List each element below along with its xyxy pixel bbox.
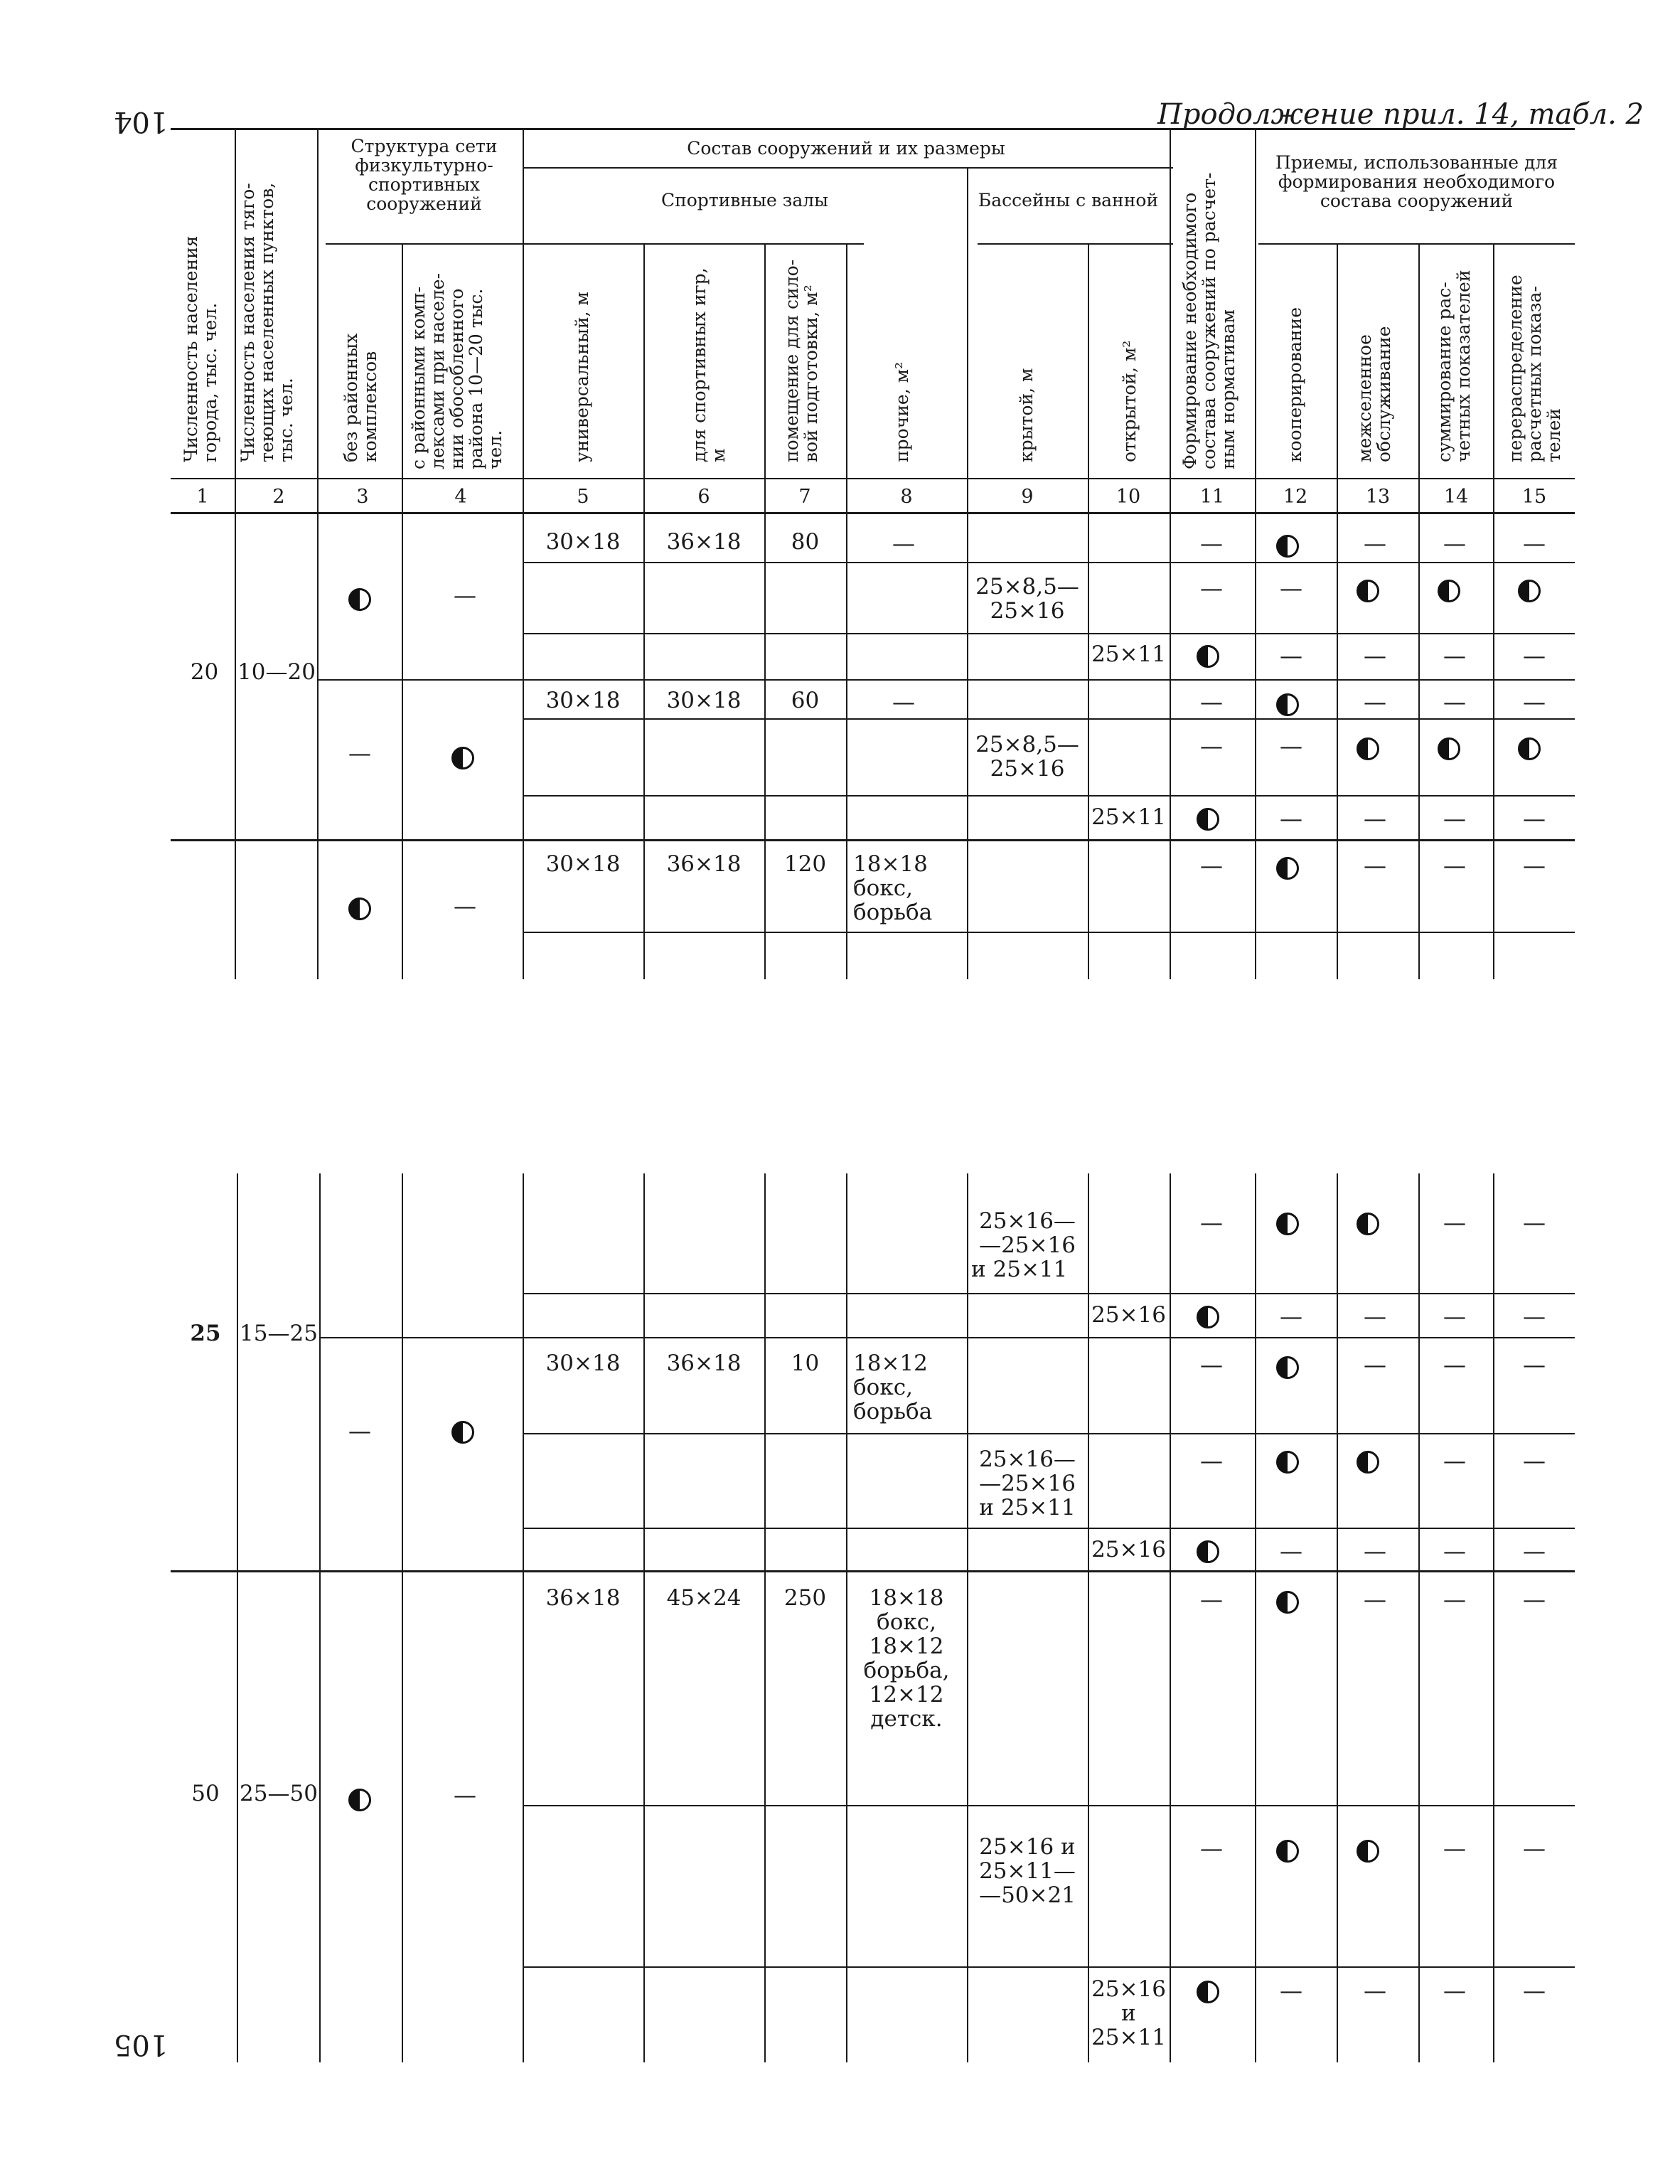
header-col10: открытой, м² xyxy=(1119,340,1140,462)
header-col7-line1: помещение для сило- xyxy=(781,259,802,462)
header-group-halls: Спортивные залы xyxy=(660,190,829,211)
half-circle-icon xyxy=(1276,1840,1299,1863)
pool-open: 25×16 и 25×11 xyxy=(1091,1976,1166,2050)
dash-mark: — xyxy=(1523,1209,1546,1236)
pool-open: 25×11 xyxy=(1091,641,1166,667)
header-col2-line1: Численность населения тяго- xyxy=(237,183,258,462)
pool-open: 25×16 xyxy=(1091,1302,1166,1328)
dash-mark: — xyxy=(1280,1977,1302,2004)
dash-mark: — xyxy=(1443,1977,1466,2004)
header-col8: прочие, м² xyxy=(892,361,912,462)
dash-mark: — xyxy=(1200,575,1223,602)
population-value: 50 xyxy=(191,1781,220,1806)
dash-mark: — xyxy=(348,740,371,767)
dash-mark: — xyxy=(1200,1586,1223,1613)
dash-mark: — xyxy=(1443,1303,1466,1330)
dash-mark: — xyxy=(1200,688,1223,715)
half-circle-icon xyxy=(1357,1840,1379,1863)
half-circle-icon xyxy=(348,588,371,611)
half-circle-icon xyxy=(1276,857,1299,880)
other-rooms: 18×18 бокс, 18×12 борьба, 12×12 детск. xyxy=(863,1585,950,1732)
dash-mark: — xyxy=(1443,1209,1466,1236)
gym-area: 80 xyxy=(791,529,820,555)
header-col14-line1: суммирование рас- xyxy=(1434,282,1455,462)
half-circle-icon xyxy=(1357,1213,1379,1235)
dash-mark: — xyxy=(1523,1538,1546,1565)
pool-open: 25×11 xyxy=(1091,804,1166,830)
header-col1-line2: города, тыс. чел. xyxy=(200,302,220,462)
hall-universal: 30×18 xyxy=(545,1351,621,1376)
dash-mark: — xyxy=(1523,642,1546,669)
header-col4-line2: лексами при населе- xyxy=(427,272,448,469)
dash-mark: — xyxy=(348,1417,371,1444)
half-circle-icon xyxy=(348,1789,371,1811)
col-number: 2 xyxy=(272,486,285,508)
hall-universal: 30×18 xyxy=(545,529,621,555)
col-number: 12 xyxy=(1283,486,1308,508)
half-circle-icon xyxy=(1197,1981,1219,2003)
header-col15-line2: расчетных показа- xyxy=(1524,286,1545,462)
half-circle-icon xyxy=(1197,808,1219,831)
col-number: 11 xyxy=(1199,486,1225,508)
dash-mark: — xyxy=(1364,1538,1386,1565)
dash-mark: — xyxy=(1200,1447,1223,1474)
header-col3-line2: комплексов xyxy=(360,351,380,462)
gym-area: 60 xyxy=(791,688,820,713)
gravitating-value: 25—50 xyxy=(240,1781,318,1806)
half-circle-icon xyxy=(1518,737,1541,760)
dash-mark: — xyxy=(892,530,915,557)
dash-mark: — xyxy=(1523,805,1546,832)
page-number-top: 104 xyxy=(114,105,168,138)
dash-mark: — xyxy=(1523,1835,1546,1862)
dash-mark: — xyxy=(892,688,915,715)
half-circle-icon xyxy=(1197,1306,1219,1328)
hall-games: 36×18 xyxy=(666,1351,742,1376)
hall-universal: 36×18 xyxy=(545,1585,621,1611)
dash-mark: — xyxy=(1443,852,1466,879)
header-col15-line1: перераспределение xyxy=(1505,275,1526,462)
dash-mark: — xyxy=(1364,688,1386,715)
dash-mark: — xyxy=(1443,805,1466,832)
dash-mark: — xyxy=(1364,805,1386,832)
dash-mark: — xyxy=(1523,1977,1546,2004)
dash-mark: — xyxy=(1443,1447,1466,1474)
hall-games: 45×24 xyxy=(666,1585,742,1611)
pool-covered: 25×8,5— 25×16 xyxy=(975,574,1079,624)
half-circle-icon xyxy=(1438,737,1460,760)
dash-mark: — xyxy=(1200,1351,1223,1378)
col-number: 15 xyxy=(1521,486,1547,508)
dash-mark: — xyxy=(454,582,476,609)
dash-mark: — xyxy=(1523,1447,1546,1474)
header-col9: крытой, м xyxy=(1016,368,1037,462)
header-col4-line3: нии обособленного xyxy=(446,288,467,469)
dash-mark: — xyxy=(1443,530,1466,557)
half-circle-icon xyxy=(1357,580,1379,602)
dash-mark: — xyxy=(1523,1351,1546,1378)
dash-mark: — xyxy=(1364,852,1386,879)
col-number: 13 xyxy=(1365,486,1391,508)
dash-mark: — xyxy=(1523,530,1546,557)
half-circle-icon xyxy=(1276,535,1299,558)
half-circle-icon xyxy=(1518,580,1541,602)
col-number: 14 xyxy=(1443,486,1469,508)
header-col6-line1: для спортивных игр, xyxy=(689,267,710,462)
header-col5: универсальный, м xyxy=(572,292,592,462)
dash-mark: — xyxy=(1280,1303,1302,1330)
dash-mark: — xyxy=(1523,688,1546,715)
population-value: 20 xyxy=(190,659,219,685)
header-col11-line1: Формирование необходимого xyxy=(1179,192,1200,469)
dash-mark: — xyxy=(1443,688,1466,715)
hall-games: 30×18 xyxy=(666,688,742,713)
dash-mark: — xyxy=(1280,1538,1302,1565)
pool-covered: 25×16— —25×16 и 25×11 xyxy=(979,1447,1076,1520)
hall-universal: 30×18 xyxy=(545,688,621,713)
dash-mark: — xyxy=(454,1781,476,1809)
col-number: 5 xyxy=(577,486,589,508)
half-circle-icon xyxy=(1197,645,1219,668)
col-number: 6 xyxy=(697,486,710,508)
dash-mark: — xyxy=(1523,1303,1546,1330)
header-col3-line1: без районных xyxy=(341,333,361,462)
col-number: 3 xyxy=(356,486,369,508)
dash-mark: — xyxy=(1200,1835,1223,1862)
header-col4-line4: района 10—20 тыс. xyxy=(466,288,486,469)
half-circle-icon xyxy=(1357,1451,1379,1474)
col-number: 10 xyxy=(1115,486,1141,508)
col-number: 7 xyxy=(798,486,811,508)
header-col15-line3: телей xyxy=(1543,408,1564,462)
header-col13-line1: межселенное xyxy=(1354,334,1375,462)
dash-mark: — xyxy=(1280,575,1302,602)
header-group-pools: Бассейны с ванной xyxy=(978,190,1159,211)
population-value: 25 xyxy=(190,1321,221,1346)
half-circle-icon xyxy=(1438,580,1460,602)
hall-games: 36×18 xyxy=(666,529,742,555)
header-col4-line1: с районными комп- xyxy=(408,286,429,469)
header-col4-line5: чел. xyxy=(485,430,505,469)
header-col2-line2: теющих населенных пунктов, xyxy=(257,182,277,462)
header-group-methods: Приемы, использованные для формирования необходимого состава сооружений xyxy=(1275,152,1558,211)
pool-covered: 25×16 и 25×11— —50×21 xyxy=(979,1834,1076,1908)
dash-mark: — xyxy=(1200,530,1223,557)
dash-mark: — xyxy=(454,893,476,920)
half-circle-icon xyxy=(451,1421,474,1444)
half-circle-icon xyxy=(1276,1356,1299,1379)
dash-mark: — xyxy=(1443,642,1466,669)
half-circle-icon xyxy=(1276,1591,1299,1614)
dash-mark: — xyxy=(1364,530,1386,557)
header-col6-line2: м xyxy=(708,448,729,462)
half-circle-icon xyxy=(1276,1213,1299,1235)
dash-mark: — xyxy=(1523,852,1546,879)
dash-mark: — xyxy=(1364,1586,1386,1613)
dash-mark: — xyxy=(1443,1586,1466,1613)
dash-mark: — xyxy=(1280,733,1302,760)
dash-mark: — xyxy=(1443,1351,1466,1378)
page-number-bottom: 105 xyxy=(114,2028,168,2061)
pool-covered: 25×8,5— 25×16 xyxy=(975,732,1079,782)
other-rooms: 18×12 бокс, борьба xyxy=(853,1351,933,1424)
dash-mark: — xyxy=(1523,1586,1546,1613)
gravitating-value: 15—25 xyxy=(240,1321,318,1346)
col-number: 4 xyxy=(454,486,467,508)
dash-mark: — xyxy=(1200,733,1223,760)
header-col1-line1: Численность населения xyxy=(181,235,201,462)
dash-mark: — xyxy=(1364,1351,1386,1378)
header-group-structure: Структура сети физкультурно-спортивных сооружений xyxy=(351,136,498,214)
dash-mark: — xyxy=(1200,852,1223,879)
hall-games: 36×18 xyxy=(666,851,742,877)
col-number: 9 xyxy=(1021,486,1034,508)
half-circle-icon xyxy=(1276,1451,1299,1474)
dash-mark: — xyxy=(1364,642,1386,669)
header-col14-line2: четных показателей xyxy=(1453,270,1474,462)
header-col2-line3: тыс. чел. xyxy=(276,378,296,462)
header-col13-line2: обслуживание xyxy=(1374,326,1394,462)
half-circle-icon xyxy=(1197,1540,1219,1563)
gravitating-value: 10—20 xyxy=(237,659,316,685)
pool-open: 25×16 xyxy=(1091,1537,1166,1562)
gym-area: 10 xyxy=(791,1351,820,1376)
dash-mark: — xyxy=(1280,805,1302,832)
dash-mark: — xyxy=(1443,1538,1466,1565)
dash-mark: — xyxy=(1364,1977,1386,2004)
dash-mark: — xyxy=(1443,1835,1466,1862)
table-caption: Продолжение прил. 14, табл. 2 xyxy=(1157,98,1644,131)
header-col11-line3: ным нормативам xyxy=(1218,309,1238,469)
dash-mark: — xyxy=(1280,642,1302,669)
header-col12: кооперирование xyxy=(1285,307,1305,462)
header-col11-line2: состава сооружений по расчет- xyxy=(1199,172,1219,469)
other-rooms: 18×18 бокс, борьба xyxy=(853,851,933,925)
half-circle-icon xyxy=(1357,737,1379,760)
half-circle-icon xyxy=(348,897,371,920)
col-number: 1 xyxy=(196,486,209,508)
header-col7-line2: вой подготовки, м² xyxy=(801,284,821,462)
half-circle-icon xyxy=(451,747,474,769)
pool-covered: 25×16— —25×16 и 25×11 xyxy=(971,1208,1076,1282)
gym-area: 120 xyxy=(783,851,827,877)
col-number: 8 xyxy=(900,486,913,508)
dash-mark: — xyxy=(1364,1303,1386,1330)
gym-area: 250 xyxy=(783,1585,827,1611)
hall-universal: 30×18 xyxy=(545,851,621,877)
header-group-composition: Состав сооружений и их размеры xyxy=(687,138,1005,159)
dash-mark: — xyxy=(1200,1209,1223,1236)
half-circle-icon xyxy=(1276,693,1299,716)
